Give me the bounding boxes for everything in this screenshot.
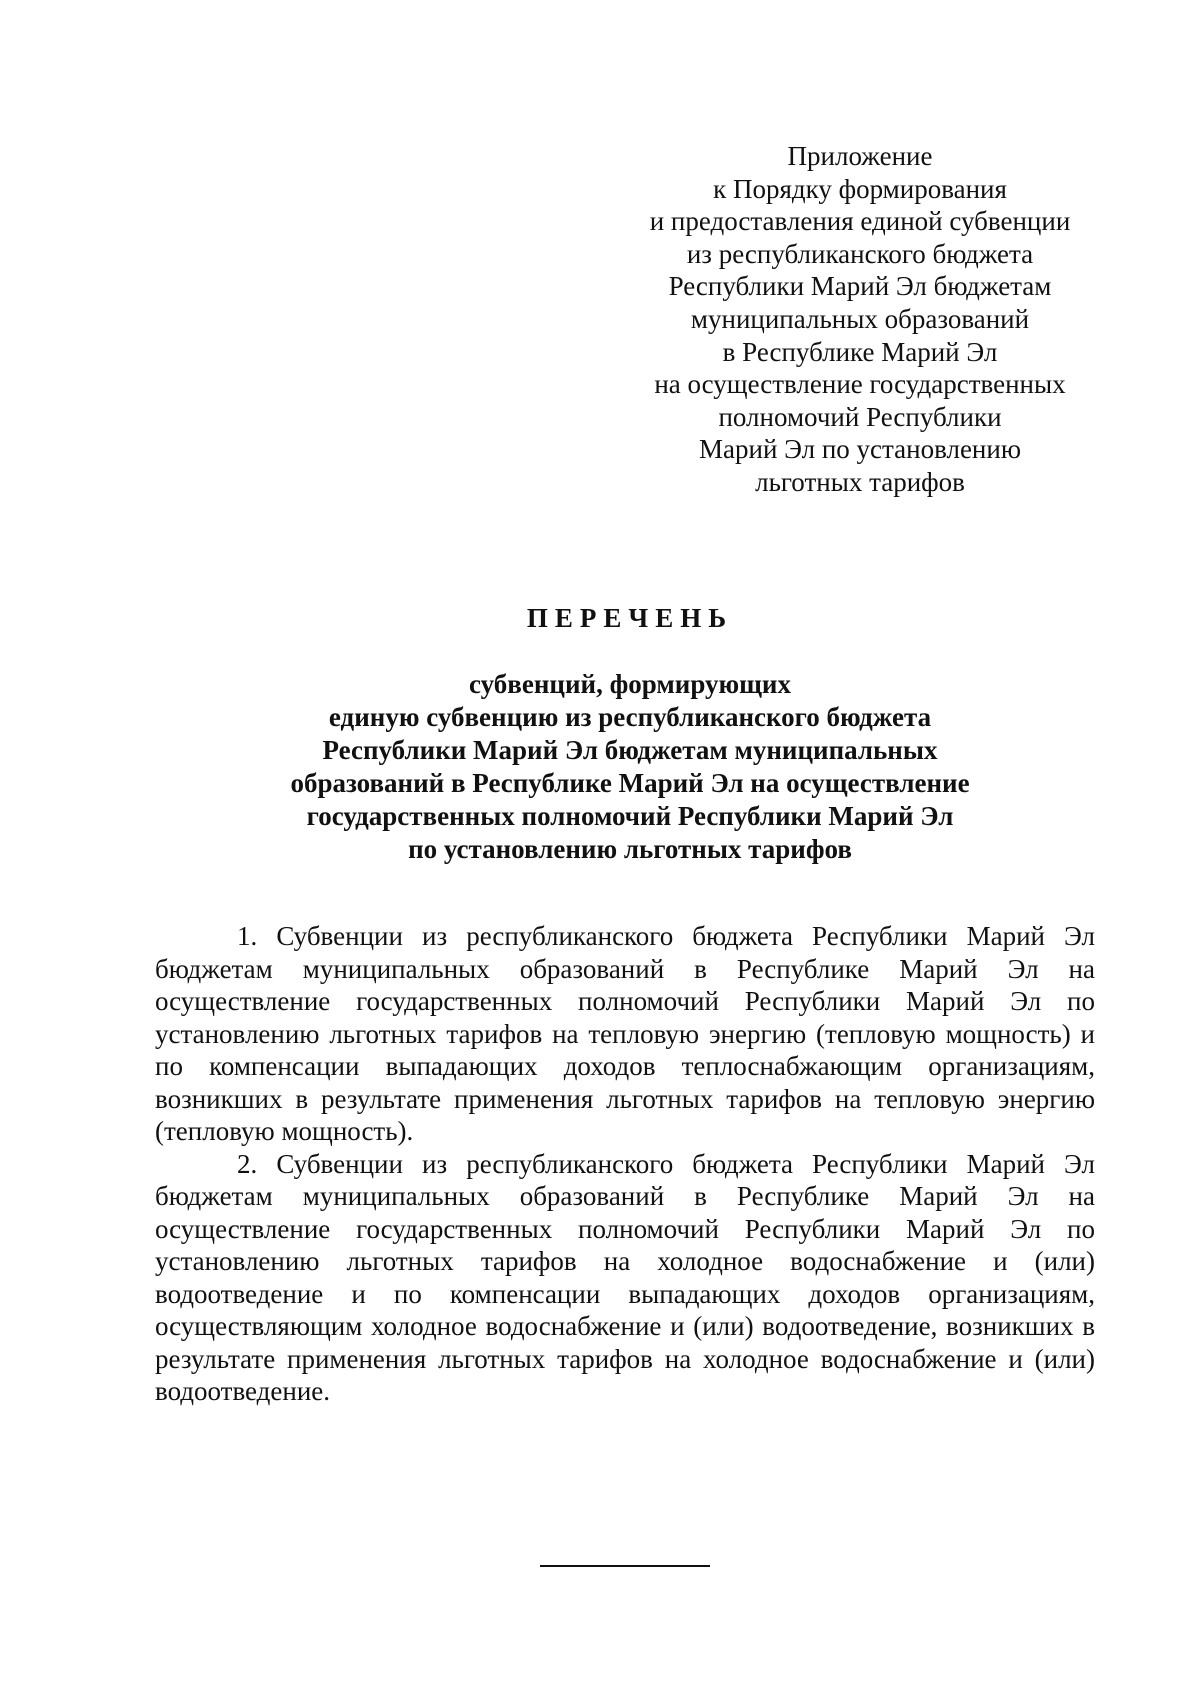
appendix-line: из республиканского бюджета: [686, 238, 1034, 269]
appendix-header: [620, 140, 1100, 499]
subtitle-line: единую субвенцию из республиканского бюджета: [328, 702, 932, 732]
appendix-line: Республики Марий Эл бюджетам: [668, 271, 1052, 302]
appendix-line: и предоставления единой субвенции: [649, 206, 1071, 237]
document-title: ПЕРЕЧЕНЬ: [526, 603, 734, 633]
end-separator-line: [540, 1565, 710, 1567]
appendix-line: муниципальных образований: [690, 303, 1030, 334]
subtitle-line: образований в Республике Марий Эл на осуществление: [290, 768, 970, 798]
subtitle-line: субвенций, формирующих: [469, 669, 791, 699]
appendix-line: Марий Эл по установлению: [699, 434, 1021, 465]
subtitle-line: государственных полномочий Республики Марий Эл: [306, 801, 954, 831]
appendix-line: в Республике Марий Эл: [722, 336, 998, 367]
paragraph-2: 2. Субвенции из республиканского бюджета Республики Марий Эл бюджетам муниципальных образований в Республике Марий Эл на осуществление государственных полномочий Республики Марий Эл по установлению льготных тарифов на холодное водоснабжение и (или) водоотведение и по компенсации выпадающих доходов организациям, осуществляющим холодное водоснабжение и (или) водоотведение, возникших в результате применения льготных тарифов на холодное водоснабжение и (или) водоотведение.: [155, 1148, 1095, 1406]
paragraph-1: 1. Субвенции из республиканского бюджета Республики Марий Эл бюджетам муниципальных образований в Республике Марий Эл на осуществление государственных полномочий Республики Марий Эл по установлению льготных тарифов на тепловую энергию (тепловую мощность) и по компенсации выпадающих доходов теплоснабжающим организациям, возникших в результате применения льготных тарифов на тепловую энергию (тепловую мощность).: [155, 921, 1095, 1146]
subtitle-line: Республики Марий Эл бюджетам муниципальных: [322, 735, 938, 765]
appendix-line: Приложение: [787, 141, 933, 171]
document-body: [155, 920, 1095, 1408]
document-subtitle: [230, 668, 1030, 866]
appendix-line: к Порядку формирования: [713, 173, 1007, 204]
appendix-line: льготных тарифов: [755, 466, 965, 497]
subtitle-line: по установлению льготных тарифов: [408, 834, 852, 864]
appendix-line: полномочий Республики: [718, 401, 1002, 432]
appendix-line: на осуществление государственных: [654, 369, 1066, 400]
